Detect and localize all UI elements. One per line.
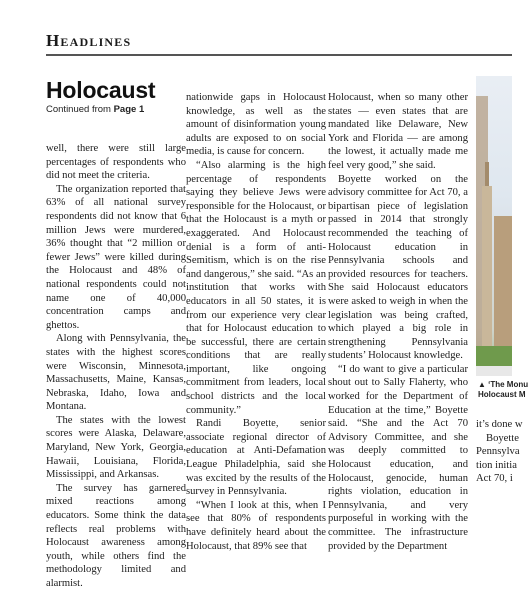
section-header: [46, 31, 512, 57]
article-headline: Holocaust: [46, 77, 156, 103]
paragraph: nationwide gaps in Holocaust knowledge, as well as the amount of disinformation young adults are exposed to on social media, is cause for concern.: [186, 92, 326, 158]
article-column-4: [476, 418, 523, 486]
caption-line: Holocaust M: [478, 390, 526, 399]
caption-triangle-icon: ▲: [478, 380, 489, 389]
section-title: Headlines: [46, 31, 132, 50]
paragraph: Holocaust, when so many other states — even states that are mandated like Delaware, New York and Florida — are among the lowest, it actually made me feel very good,” she said.: [328, 92, 468, 171]
paragraph: Boyette worked on the advisory committee for Act 70, a bipartisan piece of legislation passed in 2014 that strongly recommended the teaching of Holocaust education in Pennsylvania schools and provided resources for teachers. She said Holocaust educators were asked to weigh in when the legislation was being crafted, which played a big role in strengthening Pennsylvania students’ Holocaust knowledge.: [328, 173, 468, 362]
paragraph: “I do want to give a particular shout out to Sally Flaherty, who worked for the Department of Education at the time,” Boyette said. “She and the Act 70 Advisory Committee, and she was deeply committed to Holocaust education, and Holocaust, genocide, human rights violation, education in Pennsylvania, and very purposeful in working with the committee. The infrastructure provided by the Department: [328, 363, 468, 552]
continued-prefix: Continued from: [46, 104, 114, 115]
text-line: Boyette: [486, 432, 519, 444]
article-column-2: [186, 91, 326, 553]
paragraph: “Also alarming is the high percentage of respondents saying they believe Jews were responsible for the Holocaust, or that the Holocaust is a myth or exaggerated. And Holocaust denial is a form of anti-Semitism, which is on the rise and dangerous,” she said. “As an institution that works with educators in all 50 states, it is from our experience very clear that for Holocaust education to be successful, there are certain conditions that are really important, like ongoing commitment from leaders, local school districts and the local community.”: [186, 159, 326, 416]
paragraph: The organization reported that 63% of all national survey respondents did not know that 6 million Jews were murdered, 36% thought that “2 million or fewer Jews” were killed during the Holocaust and 48% of national respondents could not name one of 40,000 concentration camps and ghettos.: [46, 183, 186, 331]
article-column-3: [328, 91, 468, 553]
paragraph: The survey has garnered mixed reactions among educators. Some think the data reflects real problems with Holocaust awareness among youth, while others find the methodology limited and alarmist.: [46, 482, 186, 589]
text-line: Pennsylva: [476, 446, 520, 458]
paragraph: Along with Pennsylvania, the states with the highest scores were Wisconsin, Minnesota, Massachusetts, Maine, Kansas, Nebraska, Idaho, Iowa and Montana.: [46, 333, 186, 413]
paragraph: The states with the lowest scores were Alaska, Delaware, Maryland, New York, Georgia, Hawaii, Louisiana, Florida, Mississippi, and Arkansas.: [46, 414, 186, 481]
text-line: tion initia: [476, 459, 517, 471]
paragraph: Randi Boyette, senior associate regional director of education at Anti-Defamation League Philadelphia, said she was excited by the results of the survey in Pennsylvania.: [186, 418, 326, 498]
caption-line: ▲ ‘The Monu: [478, 380, 528, 389]
photo-caption: [478, 380, 528, 400]
header-rule: [46, 54, 512, 56]
article-photo: [476, 76, 512, 376]
text-line: it’s done w: [476, 419, 523, 430]
text-line: Act 70, i: [476, 473, 513, 485]
paragraph: well, there were still large percentages of respondents who did not meet the criteria.: [46, 143, 186, 182]
continued-page-link[interactable]: Page 1: [113, 104, 145, 115]
photo-spire: [485, 162, 489, 188]
article-column-1: [46, 142, 186, 591]
paragraph: “When I look at this, when I see that 80% of respondents have definitely heard about the Holocaust, that 89% see that: [186, 499, 326, 552]
photo-fence: [476, 366, 512, 376]
continued-line: [46, 104, 144, 115]
